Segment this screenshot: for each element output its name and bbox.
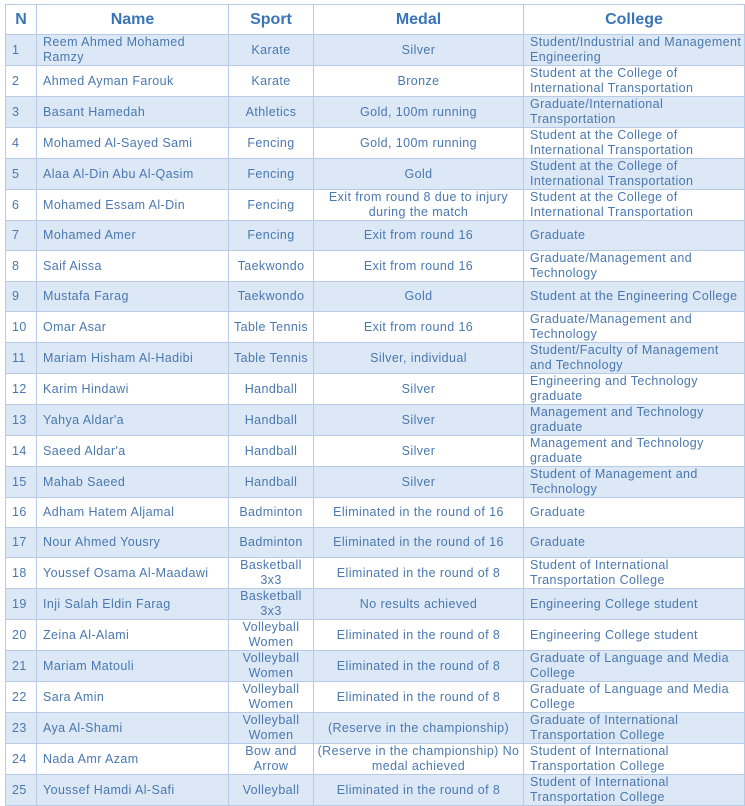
cell-name: Saif Aissa [37, 251, 229, 282]
table-row [6, 343, 745, 374]
cell-name: Mahab Saeed [37, 467, 229, 498]
cell-n: 20 [6, 620, 37, 651]
cell-medal: Eliminated in the round of 16 [314, 528, 524, 558]
cell-n: 22 [6, 682, 37, 713]
table-body [6, 35, 745, 806]
cell-sport: Volleyball Women [229, 713, 314, 744]
cell-sport: Volleyball [229, 775, 314, 806]
table-row [6, 775, 745, 806]
cell-name: Yahya Aldar'a [37, 405, 229, 436]
cell-sport: Fencing [229, 128, 314, 159]
table-row [6, 35, 745, 66]
cell-college: Graduate of International Transportation College [524, 713, 745, 744]
header-row [6, 5, 745, 35]
cell-name: Youssef Hamdi Al-Safi [37, 775, 229, 806]
cell-name: Sara Amin [37, 682, 229, 713]
cell-name: Karim Hindawi [37, 374, 229, 405]
cell-name: Mustafa Farag [37, 282, 229, 312]
cell-medal: Silver [314, 374, 524, 405]
cell-college: Graduate of Language and Media College [524, 682, 745, 713]
cell-medal: Exit from round 16 [314, 221, 524, 251]
cell-college: Student/Faculty of Management and Technology [524, 343, 745, 374]
cell-n: 9 [6, 282, 37, 312]
cell-college: Student of International Transportation College [524, 558, 745, 589]
table-row [6, 221, 745, 251]
cell-name: Basant Hamedah [37, 97, 229, 128]
cell-name: Alaa Al-Din Abu Al-Qasim [37, 159, 229, 190]
cell-name: Zeina Al-Alami [37, 620, 229, 651]
header-sport: Sport [229, 5, 314, 35]
cell-college: Student at the College of International Transportation [524, 128, 745, 159]
header-n: N [6, 5, 37, 35]
cell-sport: Handball [229, 467, 314, 498]
cell-medal: Exit from round 16 [314, 251, 524, 282]
cell-n: 4 [6, 128, 37, 159]
cell-college: Management and Technology graduate [524, 436, 745, 467]
cell-sport: Handball [229, 374, 314, 405]
cell-name: Mariam Matouli [37, 651, 229, 682]
cell-college: Engineering and Technology graduate [524, 374, 745, 405]
cell-n: 8 [6, 251, 37, 282]
cell-name: Mohamed Amer [37, 221, 229, 251]
header-college: College [524, 5, 745, 35]
cell-n: 24 [6, 744, 37, 775]
cell-n: 18 [6, 558, 37, 589]
cell-college: Graduate/Management and Technology [524, 312, 745, 343]
cell-college: Graduate [524, 528, 745, 558]
cell-name: Adham Hatem Aljamal [37, 498, 229, 528]
cell-n: 1 [6, 35, 37, 66]
cell-sport: Handball [229, 405, 314, 436]
cell-sport: Fencing [229, 190, 314, 221]
cell-college: Engineering College student [524, 589, 745, 620]
cell-college: Management and Technology graduate [524, 405, 745, 436]
cell-college: Graduate [524, 221, 745, 251]
table-row [6, 713, 745, 744]
cell-sport: Basketball 3x3 [229, 558, 314, 589]
header-name: Name [37, 5, 229, 35]
table-row [6, 190, 745, 221]
cell-college: Student at the College of International Transportation [524, 66, 745, 97]
cell-n: 16 [6, 498, 37, 528]
cell-n: 2 [6, 66, 37, 97]
cell-n: 7 [6, 221, 37, 251]
cell-sport: Volleyball Women [229, 620, 314, 651]
cell-name: Saeed Aldar'a [37, 436, 229, 467]
cell-name: Reem Ahmed Mohamed Ramzy [37, 35, 229, 66]
cell-sport: Athletics [229, 97, 314, 128]
cell-medal: Silver, individual [314, 343, 524, 374]
cell-college: Graduate/Management and Technology [524, 251, 745, 282]
cell-sport: Karate [229, 66, 314, 97]
cell-n: 10 [6, 312, 37, 343]
table-row [6, 744, 745, 775]
athletes-table [5, 4, 745, 806]
table-row [6, 651, 745, 682]
cell-sport: Fencing [229, 221, 314, 251]
cell-n: 19 [6, 589, 37, 620]
table-row [6, 405, 745, 436]
cell-sport: Badminton [229, 528, 314, 558]
cell-college: Engineering College student [524, 620, 745, 651]
cell-n: 23 [6, 713, 37, 744]
cell-college: Student of International Transportation College [524, 775, 745, 806]
cell-medal: Eliminated in the round of 8 [314, 558, 524, 589]
cell-name: Aya Al-Shami [37, 713, 229, 744]
table-row [6, 436, 745, 467]
table-row [6, 128, 745, 159]
cell-n: 3 [6, 97, 37, 128]
cell-name: Nada Amr Azam [37, 744, 229, 775]
cell-name: Ahmed Ayman Farouk [37, 66, 229, 97]
cell-medal: Bronze [314, 66, 524, 97]
cell-n: 17 [6, 528, 37, 558]
cell-n: 25 [6, 775, 37, 806]
table-row [6, 282, 745, 312]
cell-name: Mohamed Al-Sayed Sami [37, 128, 229, 159]
cell-sport: Basketball 3x3 [229, 589, 314, 620]
cell-name: Inji Salah Eldin Farag [37, 589, 229, 620]
cell-college: Student at the Engineering College [524, 282, 745, 312]
cell-college: Graduate of Language and Media College [524, 651, 745, 682]
table-row [6, 589, 745, 620]
cell-name: Youssef Osama Al-Maadawi [37, 558, 229, 589]
cell-n: 11 [6, 343, 37, 374]
cell-medal: Eliminated in the round of 8 [314, 651, 524, 682]
cell-sport: Volleyball Women [229, 651, 314, 682]
cell-medal: No results achieved [314, 589, 524, 620]
table-row [6, 66, 745, 97]
cell-n: 21 [6, 651, 37, 682]
cell-medal: Gold, 100m running [314, 128, 524, 159]
cell-medal: Silver [314, 436, 524, 467]
cell-name: Mariam Hisham Al-Hadibi [37, 343, 229, 374]
cell-medal: (Reserve in the championship) [314, 713, 524, 744]
cell-medal: Eliminated in the round of 16 [314, 498, 524, 528]
table-row [6, 682, 745, 713]
cell-n: 12 [6, 374, 37, 405]
cell-medal: Exit from round 8 due to injury during the match [314, 190, 524, 221]
cell-sport: Volleyball Women [229, 682, 314, 713]
table-row [6, 467, 745, 498]
cell-medal: Silver [314, 35, 524, 66]
cell-sport: Bow and Arrow [229, 744, 314, 775]
table-row [6, 528, 745, 558]
cell-name: Omar Asar [37, 312, 229, 343]
table-row [6, 159, 745, 190]
cell-n: 5 [6, 159, 37, 190]
table-row [6, 620, 745, 651]
cell-college: Student at the College of International Transportation [524, 159, 745, 190]
cell-sport: Table Tennis [229, 343, 314, 374]
cell-medal: Gold, 100m running [314, 97, 524, 128]
cell-medal: Gold [314, 159, 524, 190]
cell-medal: Eliminated in the round of 8 [314, 620, 524, 651]
cell-sport: Karate [229, 35, 314, 66]
cell-sport: Handball [229, 436, 314, 467]
table-row [6, 374, 745, 405]
cell-n: 13 [6, 405, 37, 436]
cell-medal: Eliminated in the round of 8 [314, 682, 524, 713]
cell-name: Nour Ahmed Yousry [37, 528, 229, 558]
cell-college: Graduate/International Transportation [524, 97, 745, 128]
cell-n: 6 [6, 190, 37, 221]
cell-sport: Badminton [229, 498, 314, 528]
cell-sport: Fencing [229, 159, 314, 190]
table-row [6, 312, 745, 343]
table-row [6, 97, 745, 128]
cell-college: Student of International Transportation College [524, 744, 745, 775]
cell-medal: Gold [314, 282, 524, 312]
table-row [6, 251, 745, 282]
cell-sport: Table Tennis [229, 312, 314, 343]
cell-medal: Silver [314, 405, 524, 436]
header-medal: Medal [314, 5, 524, 35]
cell-college: Student at the College of International Transportation [524, 190, 745, 221]
cell-n: 14 [6, 436, 37, 467]
cell-n: 15 [6, 467, 37, 498]
table-row [6, 558, 745, 589]
cell-college: Graduate [524, 498, 745, 528]
cell-sport: Taekwondo [229, 251, 314, 282]
cell-medal: Eliminated in the round of 8 [314, 775, 524, 806]
cell-college: Student of Management and Technology [524, 467, 745, 498]
cell-medal: Exit from round 16 [314, 312, 524, 343]
cell-name: Mohamed Essam Al-Din [37, 190, 229, 221]
cell-sport: Taekwondo [229, 282, 314, 312]
cell-medal: (Reserve in the championship) No medal achieved [314, 744, 524, 775]
cell-medal: Silver [314, 467, 524, 498]
cell-college: Student/Industrial and Management Engineering [524, 35, 745, 66]
table-row [6, 498, 745, 528]
